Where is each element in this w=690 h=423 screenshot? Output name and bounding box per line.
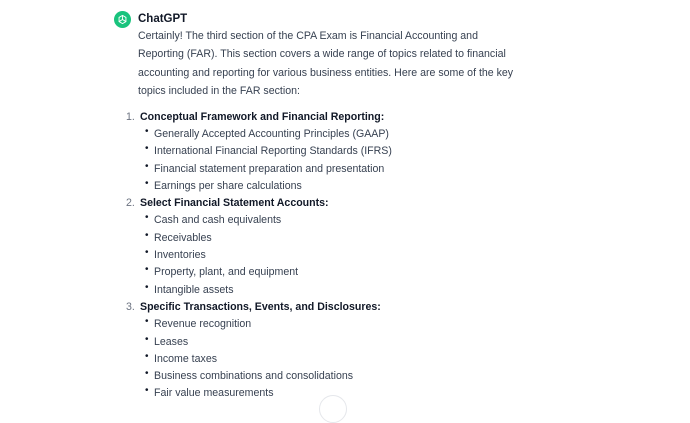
list-item xyxy=(126,333,392,350)
list-item-label: Leases xyxy=(154,335,189,348)
list-item-label: Financial statement preparation and presentation xyxy=(154,162,385,175)
list-item-label: Inventories xyxy=(154,249,206,262)
bullet-icon: • xyxy=(145,247,149,259)
list-item xyxy=(126,385,392,402)
section-number: 3. xyxy=(126,300,135,313)
list-item xyxy=(126,281,392,298)
list-item-label: Income taxes xyxy=(154,352,218,365)
topic-section xyxy=(126,194,392,298)
list-item-label: Fair value measurements xyxy=(154,387,274,400)
section-heading xyxy=(126,194,392,211)
section-items-list xyxy=(126,125,392,194)
bullet-icon: • xyxy=(145,177,149,189)
bullet-icon: • xyxy=(145,316,149,328)
list-item xyxy=(126,177,392,194)
list-item xyxy=(126,125,392,142)
bullet-icon: • xyxy=(145,264,149,276)
section-title: Select Financial Statement Accounts: xyxy=(140,197,329,210)
list-item-label: Earnings per share calculations xyxy=(154,179,302,192)
section-items-list xyxy=(126,212,392,298)
topic-sections-list xyxy=(126,108,392,402)
section-heading xyxy=(126,108,392,125)
list-item xyxy=(126,212,392,229)
section-items-list xyxy=(126,316,392,402)
list-item-label: Revenue recognition xyxy=(154,318,252,331)
bullet-icon: • xyxy=(145,350,149,362)
scroll-to-bottom-button[interactable] xyxy=(319,395,347,423)
list-item-label: Generally Accepted Accounting Principles (GAAP) xyxy=(154,127,389,140)
list-item-label: Business combinations and consolidations xyxy=(154,370,354,383)
bullet-icon: • xyxy=(145,143,149,155)
topic-section xyxy=(126,108,392,194)
section-number: 1. xyxy=(126,110,135,123)
openai-logo-icon xyxy=(117,14,128,25)
list-item xyxy=(126,264,392,281)
list-item-label: Intangible assets xyxy=(154,283,234,296)
list-item xyxy=(126,367,392,384)
bullet-icon: • xyxy=(145,125,149,137)
list-item-label: Property, plant, and equipment xyxy=(154,266,299,279)
section-title: Specific Transactions, Events, and Disclosures: xyxy=(140,300,381,313)
list-item xyxy=(126,143,392,160)
section-number: 2. xyxy=(126,197,135,210)
sender-name: ChatGPT xyxy=(138,13,188,25)
bullet-icon: • xyxy=(145,281,149,293)
topic-section xyxy=(126,298,392,402)
list-item-label: International Financial Reporting Standards (IFRS) xyxy=(154,145,392,158)
list-item xyxy=(126,229,392,246)
intro-paragraph: Certainly! The third section of the CPA Exam is Financial Accounting and Reporting (FAR). This section covers a wide range of topics related to financial accounting and reporting for various business entities. Here are some of the key topics included in the FAR section: xyxy=(138,30,514,97)
bullet-icon: • xyxy=(145,212,149,224)
list-item-label: Cash and cash equivalents xyxy=(154,214,282,227)
list-item xyxy=(126,246,392,263)
section-title: Conceptual Framework and Financial Reporting: xyxy=(140,110,385,123)
list-item-label: Receivables xyxy=(154,231,212,244)
chatgpt-avatar xyxy=(114,11,131,28)
bullet-icon: • xyxy=(145,333,149,345)
list-item xyxy=(126,350,392,367)
bullet-icon: • xyxy=(145,160,149,172)
bullet-icon: • xyxy=(145,229,149,241)
bullet-icon: • xyxy=(145,385,149,397)
list-item xyxy=(126,160,392,177)
list-item xyxy=(126,316,392,333)
section-heading xyxy=(126,298,392,315)
bullet-icon: • xyxy=(145,368,149,380)
